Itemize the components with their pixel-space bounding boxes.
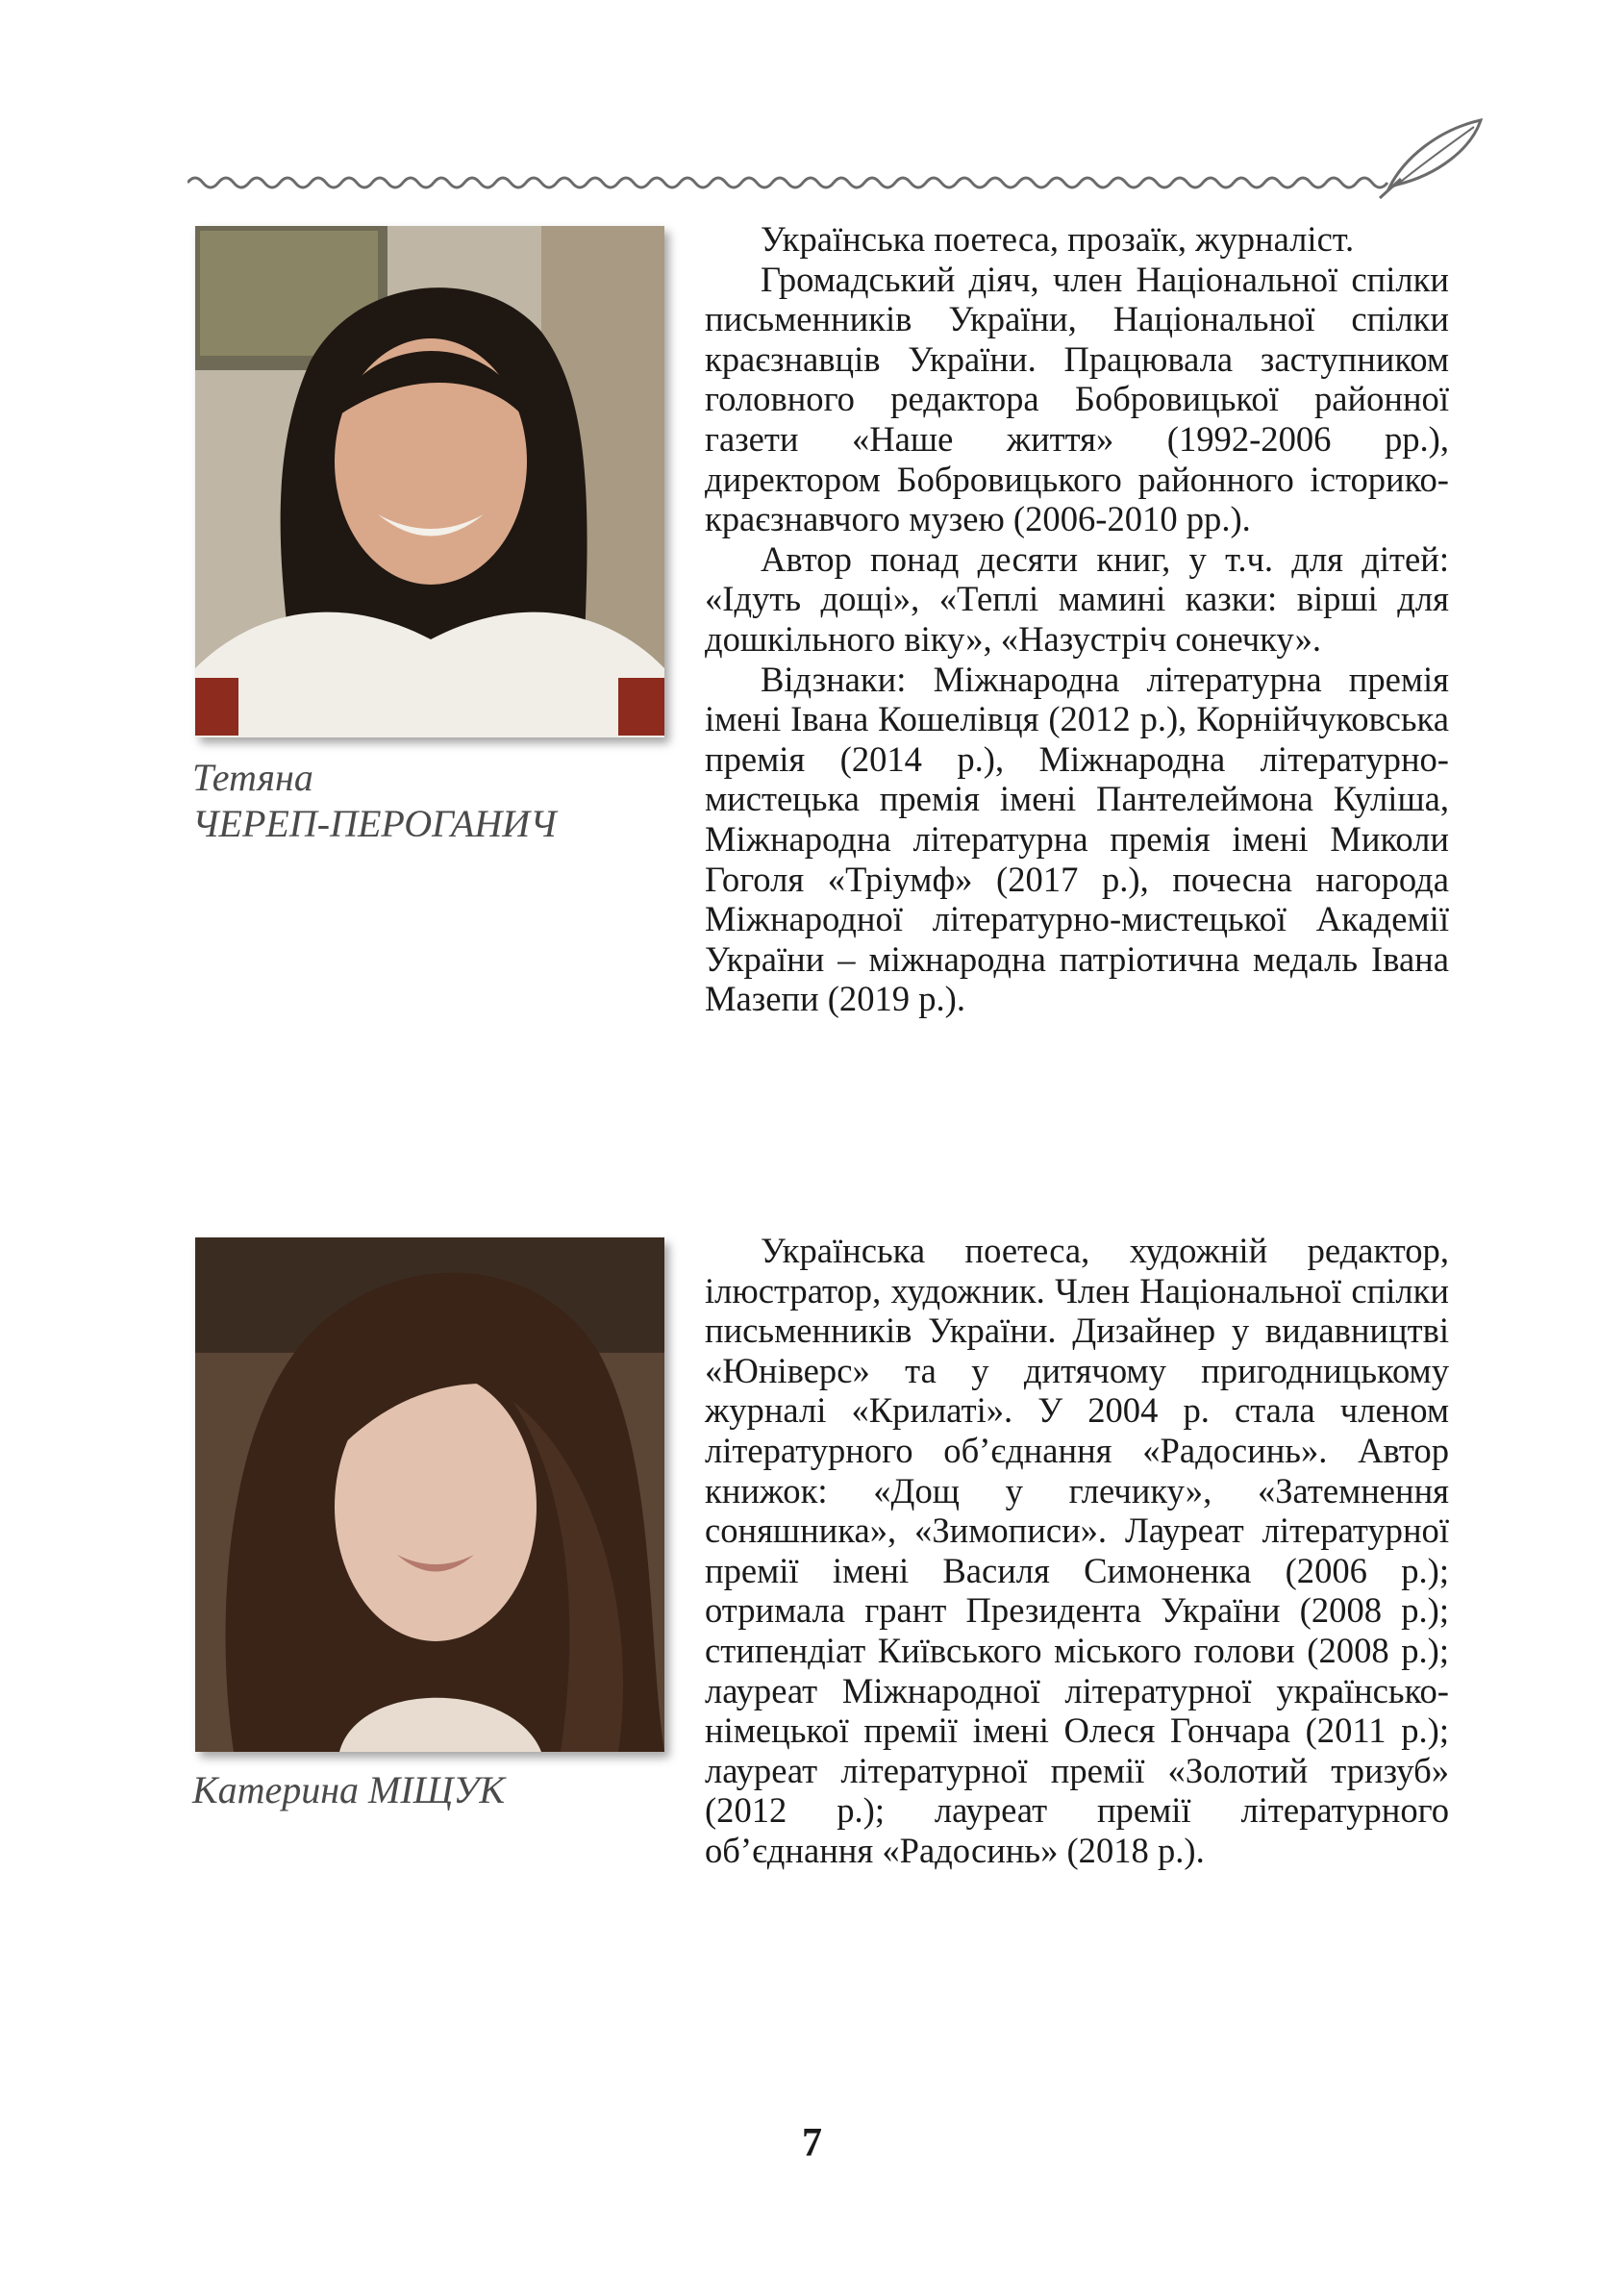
author-photo-2 [195, 1237, 664, 1752]
bio-paragraph: Українська поетеса, прозаїк, журналіст. [761, 219, 1355, 259]
author-first-name: Тетяна [192, 756, 313, 799]
bio-paragraph: Автор понад десяти книг, у т.ч. для дітей: «Ідуть дощі», «Теплі мамині казки: вірші для дошкільного віку», «Назустріч сонечку». [705, 538, 1449, 659]
bio-paragraph: Громадський діяч, член Національної спілки письменників України, Національної спілки краєзнавців України. Працювала заступником головного редактора Бобровицької районної газети «Наше життя» (1992-2006 рр.), директором Бобровицького районного історико-краєзнавчого музею (2006-2010 рр.). [705, 259, 1449, 539]
author-full-name: Катерина МІЩУК [192, 1768, 505, 1811]
bio-paragraph: Відзнаки: Міжнародна літературна премія імені Івана Кошелівця (2012 р.), Корнійчуковська премія (2014 р.), Міжнародна літературно-мистецька премія імені Пантелеймона Куліша, Міжнародна літературна премія імені Миколи Гоголя «Тріумф» (2017 р.), почесна нагорода Міжнародної літературно-мистецької Академії України – міжнародна патріотична медаль Івана Мазепи (2019 р.). [705, 659, 1449, 1019]
author-caption-2 [192, 1767, 505, 1813]
page-number: 7 [802, 2121, 822, 2165]
author-caption-1 [192, 755, 557, 847]
author-last-name: ЧЕРЕП-ПЕРОГАНИЧ [192, 802, 557, 845]
author-bio-1 [705, 219, 1449, 1019]
author-bio-2 [705, 1231, 1449, 1871]
quill-feather-icon [1380, 120, 1481, 198]
author-photo-1 [195, 226, 664, 737]
bio-paragraph: Українська поетеса, художній редактор, ілюстратор, художник. Член Національної спілки письменників України. Дизайнер у видавництві «Юніверс» та у дитячому пригодницькому журналі «Крилаті». У 2004 р. стала членом літературного об’єднання «Радосинь». Автор книжок: «Дощ у глечику», «Затемнення соняшника», «Зимописи». Лауреат літературної премії імені Василя Симоненка (2006 р.); отримала грант Президента України (2008 р.); стипендіат Київського міського голови (2008 р.); лауреат Міжнародної літературної українсько-німецької премії імені Олеся Гончара (2011 р.); лауреат літературної премії «Золотий тризуб» (2012 р.); лауреат премії літературного об’єднання «Радосинь» (2018 р.). [705, 1231, 1449, 1870]
header-ornament [187, 115, 1495, 202]
